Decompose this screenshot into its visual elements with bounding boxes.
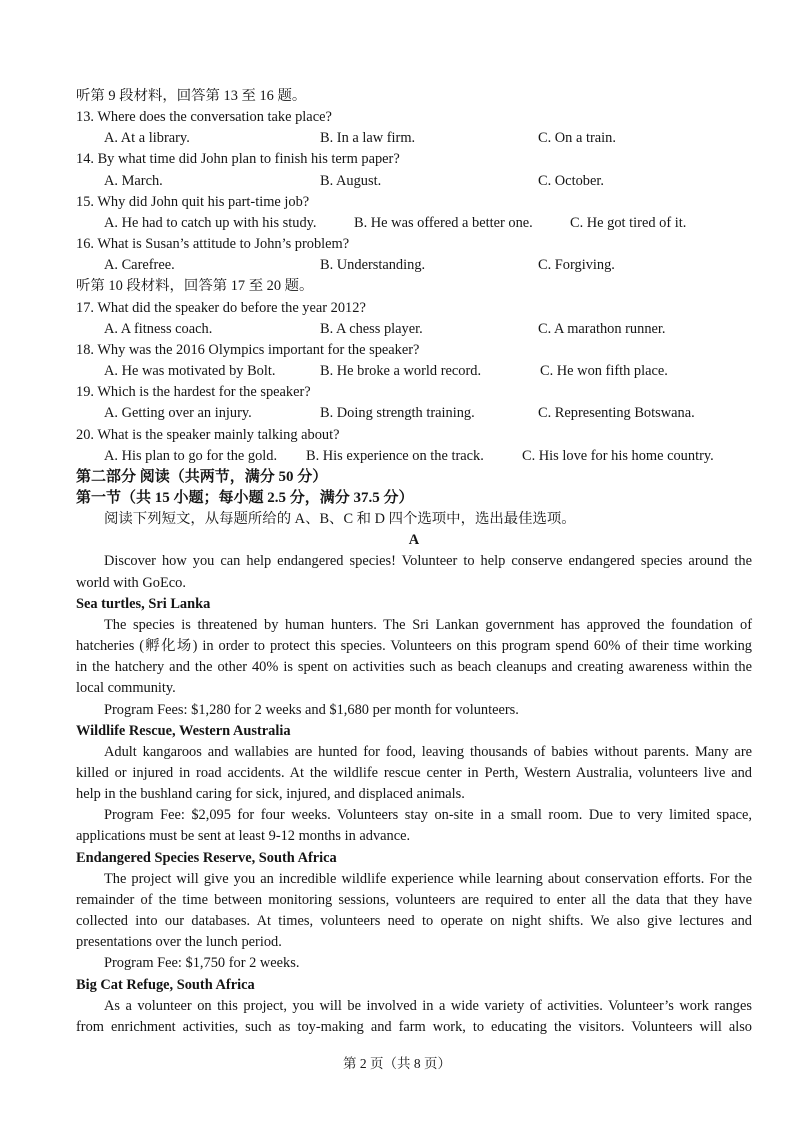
- option-b: B. His experience on the track.: [306, 447, 484, 464]
- program-body-line: Adult kangaroos and wallabies are hunted for food, leaving thousands of babies without parents. Many are: [104, 743, 752, 760]
- listening-instruction-9: 听第 9 段材料，回答第 13 至 16 题。: [76, 88, 307, 104]
- option-c: C. October.: [538, 172, 604, 189]
- program-body-line: killed or injured in road accidents. At the wildlife rescue center in Perth, Western Australia, volunteers live and: [76, 765, 752, 781]
- program-heading: Wildlife Rescue, Western Australia: [76, 722, 291, 739]
- question-17: 17. What did the speaker do before the year 2012?: [76, 299, 366, 316]
- option-c: C. He got tired of it.: [570, 214, 687, 231]
- program-fee-line: Program Fee: $1,750 for 2 weeks.: [104, 955, 300, 972]
- option-a: A. At a library.: [104, 130, 190, 147]
- part-two-title: 第二部分 阅读（共两节，满分 50 分）: [76, 468, 328, 485]
- option-a: A. Getting over an injury.: [104, 405, 252, 422]
- program-heading: Sea turtles, Sri Lanka: [76, 595, 211, 612]
- program-wildlife-rescue: [76, 721, 752, 848]
- program-body-line: collected into our databases. At times, volunteers need to operate on night shifts. We also give lectures and: [76, 913, 752, 930]
- option-b: B. He was offered a better one.: [354, 214, 533, 231]
- option-c: C. Forgiving.: [538, 257, 615, 274]
- option-a: A. A fitness coach.: [104, 320, 213, 337]
- question-17-options: [76, 319, 752, 340]
- question-15: 15. Why did John quit his part-time job?: [76, 193, 310, 210]
- program-body-line: hatcheries (孵化场) in order to protect this species. Volunteers on this program spend 60% of their time working: [76, 638, 752, 655]
- option-c: C. He won fifth place.: [540, 363, 668, 380]
- option-c: C. A marathon runner.: [538, 320, 666, 337]
- program-body-line: As a volunteer on this project, you will be involved in a wide variety of activities. Volunteer’s work ranges: [104, 997, 752, 1014]
- program-fee-line: Program Fee: $2,095 for four weeks. Volunteers stay on-site in a small room. Due to very limited space,: [104, 807, 752, 824]
- question-16-options: [76, 255, 752, 276]
- question-13: 13. Where does the conversation take place?: [76, 109, 332, 126]
- question-19-options: [76, 403, 752, 424]
- program-body-line: in the hatchery and the other 40% is spent on activities such as beach cleanups and creating awareness within the: [76, 659, 752, 676]
- program-body-line: remainder of the time between monitoring sessions, volunteers are required to enter all the data that they have: [76, 891, 752, 908]
- program-endangered-species-reserve: [76, 848, 752, 975]
- page-number: 第 2 页（共 8 页）: [343, 1056, 451, 1071]
- option-a: A. He had to catch up with his study.: [104, 214, 317, 231]
- option-b: B. August.: [320, 172, 382, 189]
- section-one-title: 第一节（共 15 小题；每小题 2.5 分，满分 37.5 分）: [76, 489, 414, 506]
- program-heading: Endangered Species Reserve, South Africa: [76, 849, 337, 866]
- option-b: B. A chess player.: [320, 320, 423, 337]
- question-16: 16. What is Susan’s attitude to John’s problem?: [76, 236, 350, 253]
- program-body-line: from enrichment activities, such as toy-making and farm work, to educating the visitors. Volunteers will also: [76, 1018, 752, 1035]
- option-a: A. He was motivated by Bolt.: [104, 363, 276, 380]
- question-15-options: [76, 213, 752, 234]
- program-fee-line: Program Fees: $1,280 for 2 weeks and $1,680 per month for volunteers.: [104, 701, 519, 718]
- program-body-line: presentations over the lunch period.: [76, 934, 282, 951]
- option-b: B. He broke a world record.: [320, 363, 482, 380]
- question-20-options: [76, 446, 752, 467]
- question-18-options: [76, 361, 752, 382]
- program-big-cat-refuge: [76, 975, 752, 1038]
- option-c: C. On a train.: [538, 130, 616, 147]
- program-fee-line: applications must be sent at least 9-12 months in advance.: [76, 828, 411, 845]
- option-c: C. His love for his home country.: [522, 447, 714, 464]
- question-13-options: [76, 128, 752, 149]
- program-body-line: The species is threatened by human hunters. The Sri Lankan government has approved the foundation of: [104, 616, 752, 633]
- question-14-options: [76, 171, 752, 192]
- question-14: 14. By what time did John plan to finish his term paper?: [76, 151, 400, 168]
- option-a: A. Carefree.: [104, 257, 175, 274]
- listening-instruction-10: 听第 10 段材料，回答第 17 至 20 题。: [76, 278, 314, 295]
- intro-line: Discover how you can help endangered species! Volunteer to help conserve endangered species around the: [104, 553, 752, 570]
- program-sea-turtles: [76, 594, 752, 721]
- reading-directions: 阅读下列短文，从每题所给的 A、B、C 和 D 四个选项中，选出最佳选项。: [104, 511, 576, 528]
- option-a: A. His plan to go for the gold.: [104, 447, 278, 464]
- page-content: [76, 86, 752, 1038]
- question-18: 18. Why was the 2016 Olympics important for the speaker?: [76, 341, 420, 358]
- program-body-line: The project will give you an incredible wildlife experience while learning about conservation efforts. For the: [104, 870, 752, 887]
- option-b: B. In a law firm.: [320, 130, 416, 147]
- option-b: B. Understanding.: [320, 257, 426, 274]
- option-c: C. Representing Botswana.: [538, 405, 695, 422]
- passage-intro: [76, 551, 752, 593]
- passage-label: A: [408, 532, 420, 549]
- question-20: 20. What is the speaker mainly talking about?: [76, 426, 340, 443]
- program-heading: Big Cat Refuge, South Africa: [76, 976, 255, 993]
- program-body-line: help in the bushland caring for sick, injured, and displaced animals.: [76, 786, 465, 803]
- intro-line: world with GoEco.: [76, 574, 186, 591]
- program-body-line: local community.: [76, 680, 176, 697]
- option-b: B. Doing strength training.: [320, 405, 475, 422]
- question-19: 19. Which is the hardest for the speaker?: [76, 384, 311, 401]
- option-a: A. March.: [104, 172, 163, 189]
